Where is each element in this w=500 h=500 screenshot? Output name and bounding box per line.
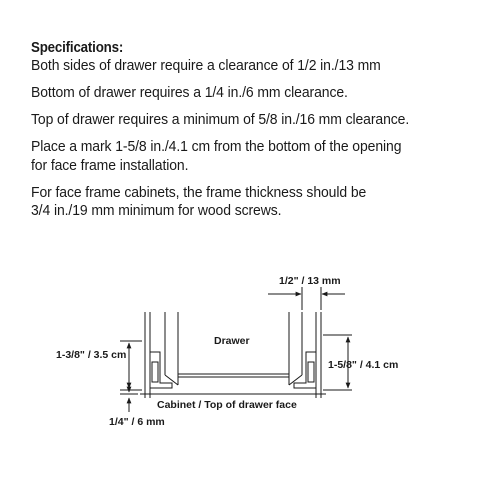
- right-slide-rail: [308, 362, 314, 382]
- cabinet-right-wall: [316, 312, 321, 398]
- specifications-heading: Specifications:: [31, 40, 124, 56]
- spec-side-clearance: Both sides of drawer require a clearance of 1/2 in./13 mm: [31, 57, 381, 74]
- top-clearance-label: 1/2" / 13 mm: [279, 275, 341, 287]
- bottom-clearance-label: 1/4" / 6 mm: [109, 416, 165, 428]
- cabinet-label: Cabinet / Top of drawer face: [157, 399, 297, 411]
- spec-mark-line-2: for face frame installation.: [31, 156, 189, 174]
- left-slide-rail: [152, 362, 158, 382]
- left-slide-bracket: [150, 352, 172, 388]
- spec-top-clearance: Top of drawer requires a minimum of 5/8 in./16 mm clearance.: [31, 111, 410, 128]
- left-height-label: 1-3/8" / 3.5 cm: [56, 349, 127, 361]
- spec-bottom-clearance: Bottom of drawer requires a 1/4 in./6 mm clearance.: [31, 84, 348, 101]
- spec-frame-line-1: For face frame cabinets, the frame thickness should be: [31, 183, 367, 201]
- cabinet-left-wall: [145, 312, 150, 398]
- drawer-bottom: [178, 374, 289, 377]
- spec-mark-line-1: Place a mark 1-5/8 in./4.1 cm from the bottom of the opening: [31, 138, 402, 155]
- drawer-right-side: [289, 312, 302, 385]
- drawer-left-side: [165, 312, 178, 385]
- drawer-label: Drawer: [214, 335, 250, 347]
- right-slide-bracket: [294, 352, 316, 388]
- spec-frame-line-2: 3/4 in./19 mm minimum for wood screws.: [31, 202, 282, 219]
- right-height-label: 1-5/8" / 4.1 cm: [328, 359, 399, 371]
